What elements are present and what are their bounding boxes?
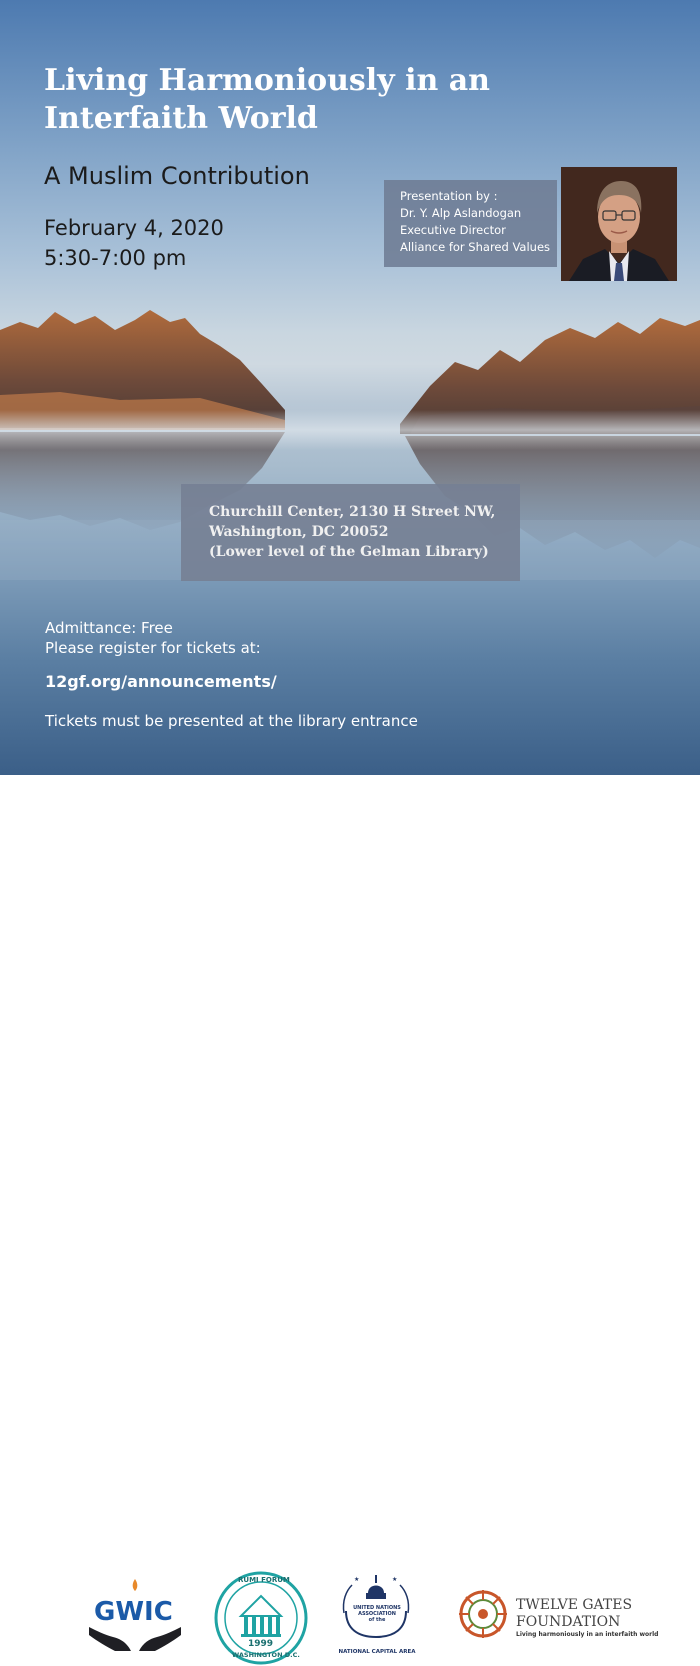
rumi-forum-top-text: RUMI FORUM (238, 1576, 290, 1584)
una-nca-text (348, 1605, 406, 1623)
admission-info (45, 618, 261, 658)
tgf-line1: TWELVE GATES (516, 1597, 633, 1613)
presenter-organization: Alliance for Shared Values (400, 240, 551, 254)
event-subtitle: A Muslim Contribution (44, 162, 310, 190)
twelve-gates-tagline: Living harmoniously in an interfaith world (516, 1631, 659, 1638)
gwic-logo-text: GWIC (94, 1597, 173, 1627)
presenter-box (384, 180, 557, 267)
venue-address-line2: Washington, DC 20052 (209, 524, 389, 540)
rumi-forum-year: 1999 (248, 1639, 274, 1649)
event-title: Living Harmoniously in an Interfaith World (44, 63, 490, 136)
rumi-forum-bottom-text: WASHINGTON D.C. (232, 1651, 300, 1659)
venue-address-line1: Churchill Center, 2130 H Street NW, (209, 504, 496, 520)
una-line2: ASSOCIATION (358, 1611, 396, 1617)
presenter-name: Dr. Y. Alp Aslandogan (400, 206, 522, 220)
registration-link[interactable]: 12gf.org/announcements/ (45, 672, 277, 691)
sponsor-footer (0, 775, 700, 1659)
register-text: Please register for tickets at: (45, 639, 261, 657)
admittance-text: Admittance: Free (45, 619, 173, 637)
venue-box (181, 484, 520, 581)
una-line3: of the (368, 1617, 386, 1623)
twelve-gates-logo (456, 1587, 510, 1641)
ticket-note: Tickets must be presented at the library entrance (45, 712, 418, 730)
una-nca-bottom-text: NATIONAL CAPITAL AREA (338, 1649, 416, 1655)
venue-address-line3: (Lower level of the Gelman Library) (209, 544, 489, 560)
svg-text:★: ★ (354, 1576, 360, 1583)
presenter-photo (561, 167, 677, 281)
presenter-label: Presentation by : (400, 189, 498, 203)
svg-text:★: ★ (392, 1576, 398, 1583)
una-line1: UNITED NATIONS (353, 1605, 401, 1611)
tgf-line2: FOUNDATION (516, 1614, 621, 1630)
twelve-gates-name (516, 1597, 632, 1631)
event-date: February 4, 2020 (44, 216, 224, 240)
event-time: 5:30-7:00 pm (44, 246, 187, 270)
poster-background (0, 0, 700, 775)
presenter-role: Executive Director (400, 223, 506, 237)
